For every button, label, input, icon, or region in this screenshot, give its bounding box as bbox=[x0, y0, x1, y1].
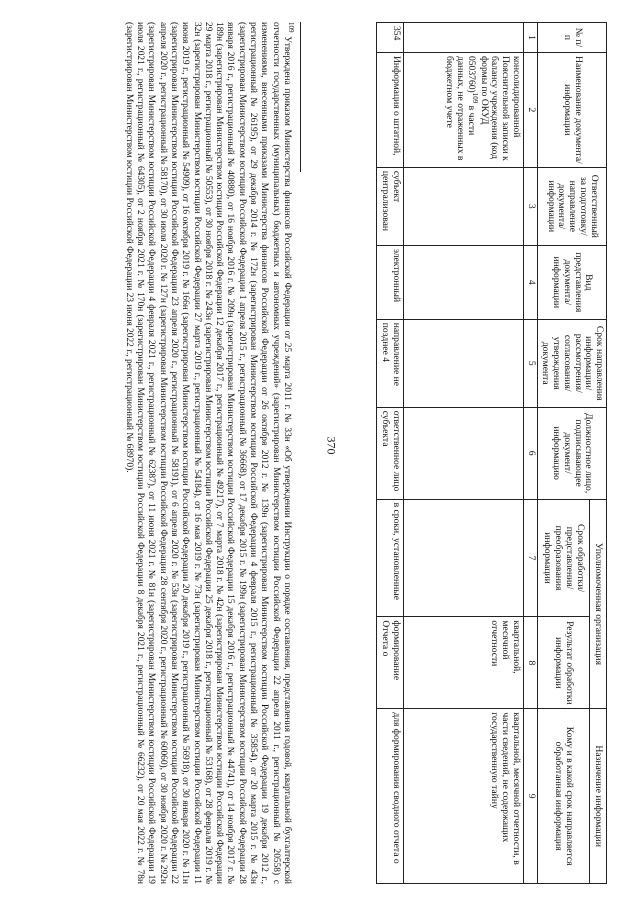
cell-form: электронный bbox=[377, 245, 403, 319]
cell-official: ответственное лицо субъекта bbox=[377, 407, 403, 499]
header-authorized: Уполномоченная организация bbox=[589, 499, 606, 709]
table-row-354 bbox=[377, 22, 403, 883]
rotated-page-content bbox=[33, 22, 607, 884]
header-purpose: Назначение информации bbox=[589, 708, 606, 883]
cell-official bbox=[403, 407, 523, 499]
column-number: 9 bbox=[523, 708, 537, 883]
page-number: 370 bbox=[324, 436, 339, 455]
cell-form bbox=[403, 245, 523, 319]
footnote-divider bbox=[300, 22, 301, 172]
footnote-ref: 109 bbox=[470, 92, 479, 103]
cell-auth-result: формирование Отчета о bbox=[377, 616, 403, 708]
cell-num: 354 bbox=[377, 22, 403, 52]
column-number: 2 bbox=[523, 52, 537, 167]
column-number: 4 bbox=[523, 245, 537, 319]
column-number: 6 bbox=[523, 407, 537, 499]
cell-deadline bbox=[403, 319, 523, 407]
cell-name-tail: в части данных, не отраженных в бюджетном учете bbox=[444, 55, 477, 160]
footnote bbox=[123, 22, 301, 884]
cell-responsible: субъект централизован bbox=[377, 167, 403, 245]
footnote-marker: 109 bbox=[287, 21, 295, 32]
column-number: 7 bbox=[523, 499, 537, 617]
cell-purpose: квартальной, месячной отчетности, в части сведений, не содержащих государственную тайну bbox=[403, 708, 523, 883]
header-responsible: Ответственный за подготовку/ направление документа/ информации bbox=[537, 167, 606, 245]
column-number-row bbox=[523, 22, 537, 883]
cell-auth-deadline bbox=[403, 499, 523, 617]
cell-auth-deadline: в сроки, установленные bbox=[377, 499, 403, 617]
column-number: 3 bbox=[523, 167, 537, 245]
header-num: № п/п bbox=[537, 22, 606, 52]
footnote-text: Утверждена приказом Министерства финансов Российской Федерации от 25 марта 2011 г. № 33н «Об утверждении Инструкции о порядке составления, представления годовой, квартальной бухгалтерской отчетности государственных (муниципальных) бюджетных и автономных учреждений» (зарегистрирован Министерством юстиции Российской Федерации 22 апреля 2011 г., регистрационный № 20558) с изменениями, внесенными приказами Министерства финансов Российской Федерации от 26 октября 2012 г. № 139н (зарегистрирован Министерством юстиции Российской Федерации 19 декабря 2012 г., регистрационный № 26195), от 29 декабря 2014 г. № 172н (зарегистрирован Министерством юстиции Российской Федерации 4 февраля 2015 г., регистрационный № 35854), от 20 марта 2015 г. № 43н (зарегистрирован Министерством юстиции Российской Федерации 1 апреля 2015 г., регистрационный № 36668), от 17 декабря 2015 г. № 199н (зарегистрирован Министерством юстиции Российской Федерации 28 января 2016 г., регистрационный № 40880), от 16 ноября 2016 г. № 209н (зарегистрирован Министерством юстиции Российской Федерации 15 декабря 2016 г., регистрационный № 44741), от 14 ноября 2017 г. № 189н (зарегистрирован Министерством юстиции Российской Федерации 12 декабря 2017 г., регистрационный № 49217), от 7 марта 2018 г. № 42н (зарегистрирован Министерством юстиции Российской Федерации 29 марта 2018 г., регистрационный № 50553), от 30 ноября 2018 г. № 243н (зарегистрирован Министерством юстиции Российской Федерации 25 декабря 2018 г., регистрационный № 53168), от 28 февраля 2019 г. № 32н (зарегистрирован Министерством юстиции Российской Федерации 27 марта 2019 г., регистрационный № 54184), от 16 мая 2019 г. № 73н (зарегистрирован Министерством юстиции Российской Федерации 11 июня 2019 г., регистрационный № 54909), от 16 октября 2019 г. № 166н (зарегистрирован Министерством юстиции Российской Федерации 20 декабря 2019 г., регистрационный № 56918), от 30 января 2020 г. № 11н (зарегистрирован Министерством юстиции Российской Федерации 23 апреля 2020 г., регистрационный № 58191), от 6 апреля 2020 г. № 53н (зарегистрирован Министерством юстиции Российской Федерации 22 апреля 2020 г., регистрационный № 58170), от 30 июля 2020 г. № 127н (зарегистрирован Министерством юстиции Российской Федерации 28 сентября 2020 г., регистрационный № 60060), от 30 ноября 2020 г. № 292н (зарегистрирован Министерством юстиции Российской Федерации 4 февраля 2021 г., регистрационный № 62387), от 11 июня 2021 г. № 81н (зарегистрирован Министерством юстиции Российской Федерации 19 июля 2021 г., регистрационный № 64305), от 2 ноября 2021 г. № 170н (зарегистрирован Министерством юстиции Российской Федерации 8 декабря 2021 г., регистрационный № 66232), от 20 мая 2022 г. № 78н (зарегистрирован Министерством юстиции Российской Федерации 23 июня 2022 г., регистрационный № 68970). bbox=[123, 21, 292, 884]
column-number: 8 bbox=[523, 616, 537, 708]
column-number: 5 bbox=[523, 319, 537, 407]
header-deadline: Срок направления информации/ рассмотрения/ согласования/ утверждения документа bbox=[537, 319, 606, 407]
header-official: Должностное лицо, подписывающее документ/ информацию bbox=[537, 407, 606, 499]
header-auth-result: Результат обработки информации bbox=[537, 616, 589, 708]
cell-name bbox=[403, 52, 523, 167]
cell-name: Информация о штатной, bbox=[377, 52, 403, 167]
cell-responsible bbox=[403, 167, 523, 245]
column-number: 1 bbox=[523, 22, 537, 52]
header-row-1 bbox=[589, 22, 606, 883]
table-row-continued bbox=[403, 22, 523, 883]
cell-num bbox=[403, 22, 523, 52]
cell-auth-result: квартальной, месячной отчетности bbox=[403, 616, 523, 708]
cell-name-text: консолидированной Пояснительной записки к балансу учреждения (код формы по ОКУД 0503760) bbox=[465, 55, 522, 161]
cell-purpose: для формирования сводного отчета о bbox=[377, 708, 403, 883]
header-form: Вид представления документа/ информации bbox=[537, 245, 606, 319]
cell-deadline: направление не позднее 4 bbox=[377, 319, 403, 407]
register-table bbox=[376, 22, 607, 884]
header-auth-deadline: Срок обработки/ представления/ преобразования информации bbox=[537, 499, 589, 617]
header-name: Наименование документа/ информации bbox=[537, 52, 606, 167]
header-purpose-text: Кому и в какой срок направляется обработанная информация bbox=[537, 708, 589, 883]
